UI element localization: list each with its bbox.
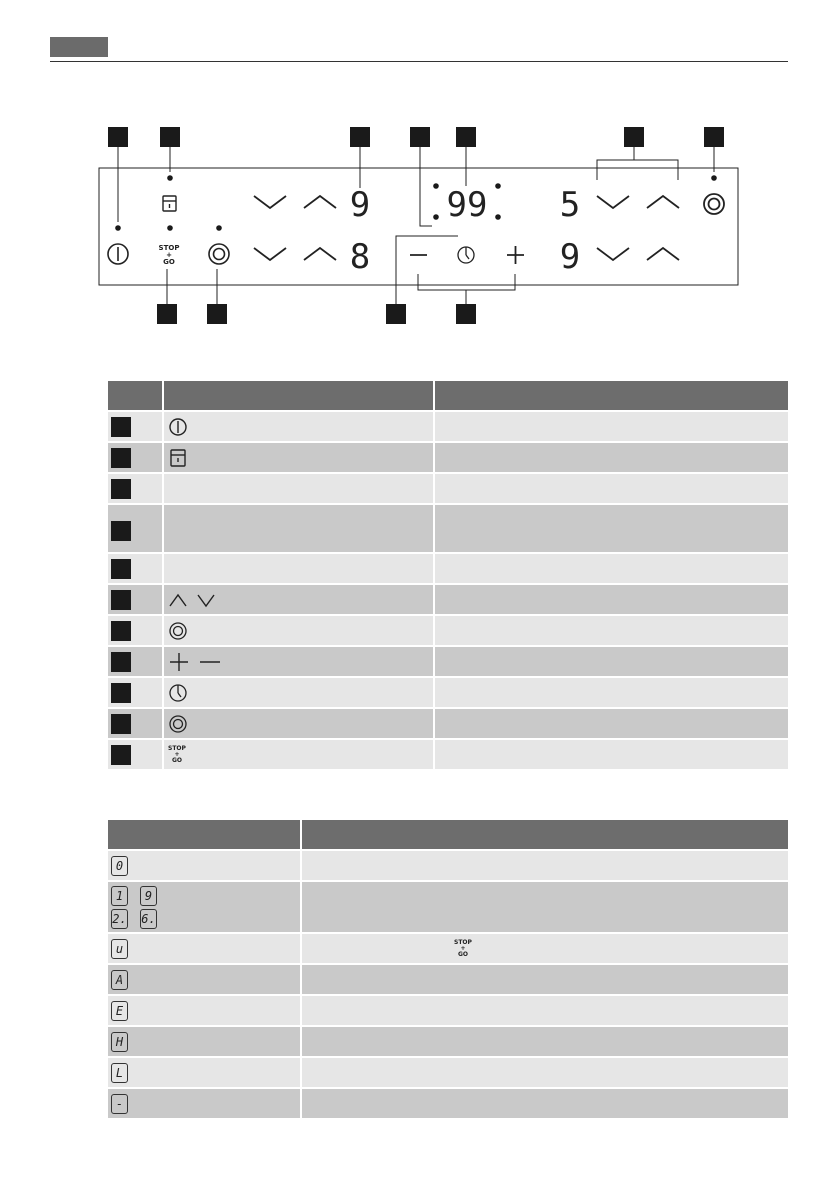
display-symbol: 1	[111, 886, 128, 906]
display-symbol: A	[111, 970, 128, 990]
chevron-up-icon	[647, 248, 679, 260]
plus-minus-icon	[168, 652, 228, 672]
panel-outline	[99, 168, 738, 285]
table-row	[108, 473, 788, 504]
go-text: GO	[163, 258, 175, 266]
display-table	[108, 820, 788, 1118]
table-row	[108, 1026, 788, 1057]
stop-go-icon: STOP + GO	[454, 939, 472, 959]
table-row	[108, 677, 788, 708]
zone-ring-icon-left	[209, 244, 229, 264]
chevron-up-icon	[304, 248, 336, 260]
timer-display: 99	[446, 185, 488, 225]
display-right-bottom: 9	[559, 237, 581, 277]
chevron-up-icon	[647, 196, 679, 208]
stop-text: STOP	[158, 244, 180, 252]
control-panel-figure	[0, 0, 840, 340]
component-table	[108, 381, 788, 769]
plus-text: +	[166, 251, 172, 259]
chevron-down-icon	[597, 248, 629, 260]
callout-8	[456, 304, 476, 324]
display-table-header	[108, 820, 788, 850]
chevron-down-icon	[254, 248, 286, 260]
display-symbol: 9	[140, 886, 157, 906]
display-left-top: 9	[349, 185, 371, 225]
table-row	[108, 646, 788, 677]
stop-go-icon	[159, 244, 180, 266]
up-down-arrows-icon	[168, 590, 228, 610]
table-row	[108, 964, 788, 995]
display-symbol: 2.	[111, 909, 128, 929]
table-row	[108, 553, 788, 584]
display-symbol: 0	[111, 856, 128, 876]
zone-ring-icon-right	[704, 194, 724, 214]
table-row	[108, 739, 788, 769]
display-right-top: 5	[559, 185, 581, 225]
display-symbol: E	[111, 1001, 128, 1021]
timer-icon	[458, 247, 474, 263]
table-row	[108, 1088, 788, 1118]
display-symbol: 6.	[140, 909, 157, 929]
component-table-header	[108, 381, 788, 411]
table-row	[108, 615, 788, 646]
table-row	[108, 1057, 788, 1088]
table-row	[108, 995, 788, 1026]
plus-icon	[507, 246, 524, 264]
callout-9	[386, 304, 406, 324]
chevron-down-icon	[597, 196, 629, 208]
table-row	[108, 584, 788, 615]
callout-4	[410, 127, 430, 147]
display-left-bottom: 8	[349, 237, 371, 277]
timer-icon	[168, 683, 188, 703]
callout-6	[624, 127, 644, 147]
onoff-icon	[168, 417, 188, 437]
onoff-icon	[108, 244, 128, 264]
callout-7	[704, 127, 724, 147]
table-row	[108, 708, 788, 739]
callout-5	[456, 127, 476, 147]
lock-icon	[168, 448, 188, 468]
zone-ring-icon	[168, 621, 188, 641]
table-row	[108, 504, 788, 553]
display-symbol: L	[111, 1063, 128, 1083]
stop-go-icon: STOP + GO	[168, 745, 186, 765]
callout-1	[108, 127, 128, 147]
callout-2	[160, 127, 180, 147]
callout-10	[207, 304, 227, 324]
chevron-up-icon	[304, 196, 336, 208]
zone-ring-icon	[168, 714, 188, 734]
table-row	[108, 881, 788, 933]
table-row	[108, 850, 788, 881]
table-row	[108, 411, 788, 442]
chevron-down-icon	[254, 196, 286, 208]
callout-11	[157, 304, 177, 324]
lock-icon	[163, 196, 176, 211]
display-symbol: -	[111, 1094, 128, 1114]
table-row	[108, 933, 788, 964]
display-symbol: H	[111, 1032, 128, 1052]
display-symbol: u	[111, 939, 128, 959]
table-row	[108, 442, 788, 473]
callout-3	[350, 127, 370, 147]
